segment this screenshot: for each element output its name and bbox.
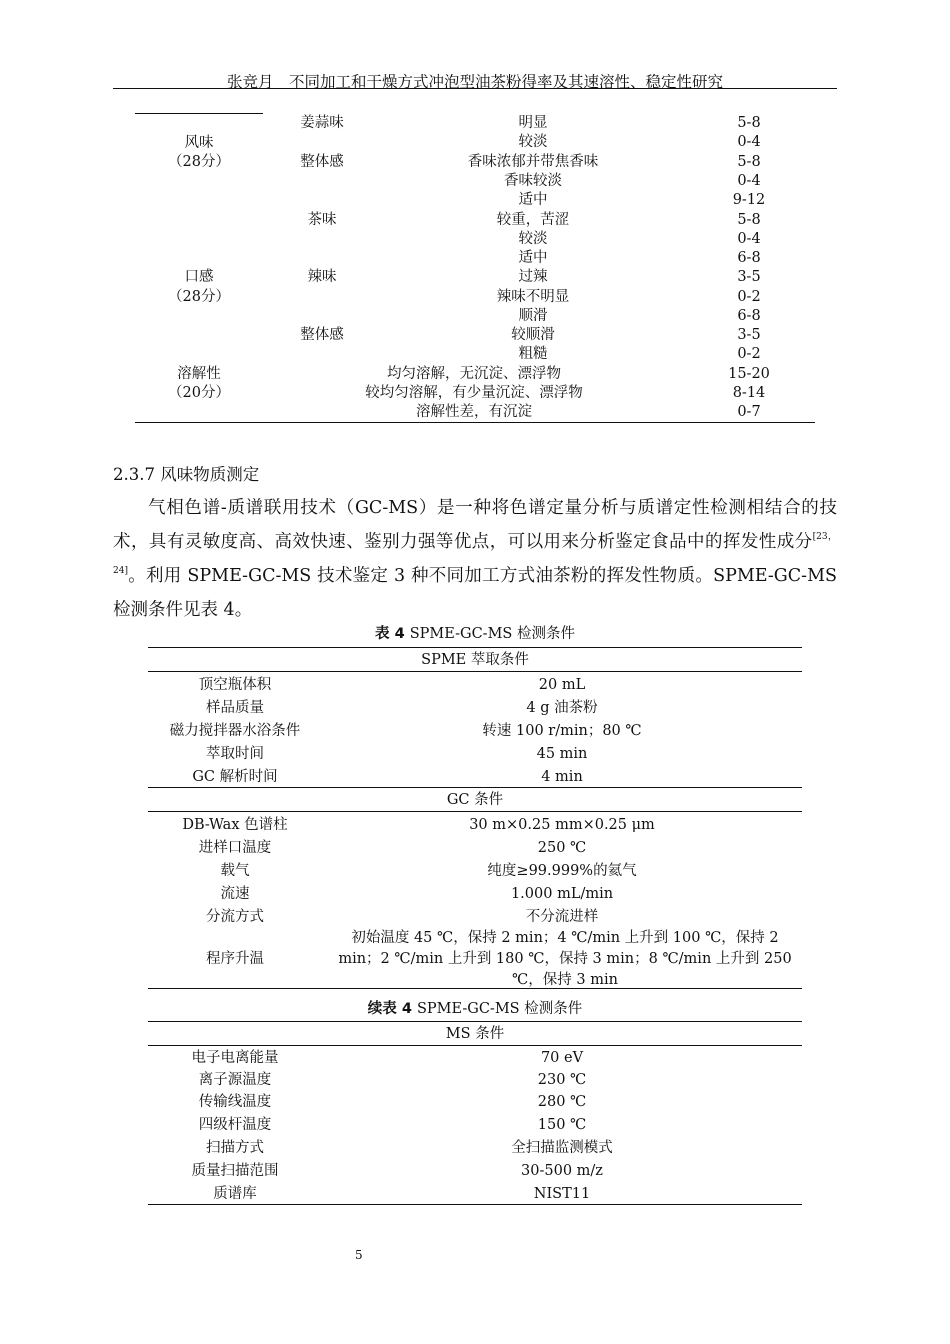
table-caption-text: SPME-GC-MS 检测条件 — [416, 1001, 583, 1017]
criteria-desc: 香味较淡 — [504, 173, 562, 189]
param-name: 电子电离能量 — [191, 1050, 279, 1066]
criteria-score: 3-5 — [737, 269, 761, 285]
criteria-desc: 溶解性差，有沉淀 — [416, 404, 532, 420]
param-name: 分流方式 — [206, 909, 264, 925]
table-caption-label: 续表 4 — [367, 1001, 412, 1017]
criteria-desc: 较重，苦涩 — [496, 212, 570, 228]
criteria-score: 5-8 — [737, 115, 761, 131]
param-name: 传输线温度 — [198, 1094, 272, 1110]
table-section-rule — [148, 1045, 802, 1046]
criteria-desc: 过辣 — [518, 269, 548, 285]
criteria-desc: 香味浓郁并带焦香味 — [467, 154, 599, 170]
table-section-title: GC 条件 — [446, 792, 504, 808]
param-name: 扫描方式 — [206, 1140, 264, 1156]
criteria-score: 5-8 — [737, 212, 761, 228]
param-value: NIST11 — [533, 1186, 591, 1202]
criteria-desc: 均匀溶解，无沉淀、漂浮物 — [387, 366, 561, 382]
paragraph-text: 。利用 SPME-GC-MS 技术鉴定 3 种不同加工方式油茶粉的挥发性物质。SPME-GC-MS 检测条件见表 4。 — [113, 566, 837, 620]
table-top-rule — [148, 647, 802, 648]
table3-bottom-rule — [135, 422, 815, 423]
param-name: 离子源温度 — [198, 1072, 272, 1088]
table-section-rule — [148, 671, 802, 672]
param-value: 280 ℃ — [537, 1094, 587, 1110]
param-name: 质量扫描范围 — [191, 1163, 279, 1179]
criteria-desc: 粗糙 — [518, 346, 548, 362]
paragraph-text: 气相色谱-质谱联用技术（GC-MS）是一种将色谱定量分析与质谱定性检测相结合的技术，具有灵敏度高、高效快速、鉴别力强等优点，可以用来分析鉴定食品中的挥发性成分 — [113, 498, 837, 552]
criteria-score: 6-8 — [737, 250, 761, 266]
param-value: 150 ℃ — [537, 1117, 587, 1133]
criteria-score: 3-5 — [737, 327, 761, 343]
item-label: 茶味 — [307, 212, 337, 228]
param-value: 70 eV — [540, 1050, 584, 1066]
param-value: 30 m×0.25 mm×0.25 μm — [469, 817, 655, 833]
table-section-rule — [148, 787, 802, 788]
param-name: 磁力搅拌器水浴条件 — [169, 723, 301, 739]
citation: [23，24] — [113, 532, 837, 576]
param-value: 4 min — [541, 769, 583, 785]
criteria-score: 0-2 — [737, 346, 761, 362]
category-label: 风味 — [184, 135, 214, 151]
criteria-desc: 适中 — [518, 250, 548, 266]
table-top-rule — [148, 1021, 802, 1022]
criteria-desc: 辣味不明显 — [496, 289, 570, 305]
table-section-title: MS 条件 — [445, 1026, 505, 1042]
criteria-score: 0-2 — [737, 289, 761, 305]
table-caption-text: SPME-GC-MS 检测条件 — [409, 626, 575, 642]
param-name: 流速 — [220, 886, 250, 902]
category-points: （28分） — [168, 154, 230, 170]
table-caption-label: 表 4 — [375, 626, 405, 642]
param-value: 230 ℃ — [537, 1072, 587, 1088]
body-paragraph — [113, 491, 837, 627]
param-value: 4 g 油茶粉 — [526, 700, 598, 716]
table3-header-rule-fragment — [135, 113, 263, 114]
param-name: 四级杆温度 — [198, 1117, 272, 1133]
criteria-score: 0-4 — [737, 173, 761, 189]
criteria-score: 8-14 — [732, 385, 766, 401]
criteria-score: 15-20 — [728, 366, 770, 382]
param-value: 45 min — [536, 746, 588, 762]
criteria-score: 0-4 — [737, 231, 761, 247]
item-label: 整体感 — [300, 154, 344, 170]
page-number: 5 — [355, 1248, 363, 1262]
param-value-multiline: 初始温度 45 ℃，保持 2 min；4 ℃/min 上升到 100 ℃，保持 2 min；2 ℃/min 上升到 180 ℃，保持 3 min；8 ℃/min 上升到 250 ℃，保持 3 min — [338, 930, 792, 988]
table-caption — [113, 622, 837, 643]
table-section-title: SPME 萃取条件 — [421, 652, 529, 668]
category-label: 溶解性 — [177, 366, 221, 382]
param-name: 载气 — [220, 863, 250, 879]
criteria-score: 6-8 — [737, 308, 761, 324]
criteria-score: 9-12 — [732, 192, 766, 208]
param-name: 顶空瓶体积 — [198, 677, 272, 693]
param-name: DB-Wax 色谱柱 — [182, 817, 288, 833]
criteria-score: 0-7 — [737, 404, 761, 420]
param-name: GC 解析时间 — [192, 769, 278, 785]
criteria-desc: 较顺滑 — [511, 327, 555, 343]
criteria-desc: 较淡 — [518, 134, 548, 150]
param-value: 不分流进样 — [525, 909, 599, 925]
criteria-desc: 适中 — [518, 192, 548, 208]
item-label: 姜蒜味 — [300, 115, 344, 131]
param-value: 20 mL — [538, 677, 586, 693]
category-points: （20分） — [168, 385, 230, 401]
item-label: 整体感 — [300, 327, 344, 343]
param-name: 质谱库 — [213, 1186, 257, 1202]
criteria-desc: 较均匀溶解，有少量沉淀、漂浮物 — [365, 385, 583, 401]
param-value: 转速 100 r/min；80 ℃ — [482, 723, 642, 739]
param-name: 进样口温度 — [198, 840, 272, 856]
param-name: 样品质量 — [206, 700, 264, 716]
table-bottom-rule — [148, 1204, 802, 1205]
category-label: 口感 — [184, 269, 214, 285]
criteria-score: 0-4 — [737, 134, 761, 150]
item-label: 辣味 — [307, 269, 337, 285]
running-header: 张竞月 不同加工和干燥方式冲泡型油茶粉得率及其速溶性、稳定性研究 — [226, 73, 723, 91]
table-section-rule — [148, 811, 802, 812]
table-bottom-rule — [148, 988, 802, 989]
param-value: 250 ℃ — [537, 840, 587, 856]
criteria-desc: 明显 — [518, 115, 548, 131]
param-value: 1.000 mL/min — [510, 886, 614, 902]
header-rule — [113, 88, 837, 89]
criteria-desc: 较淡 — [518, 231, 548, 247]
criteria-desc: 顺滑 — [518, 308, 548, 324]
param-value: 30-500 m/z — [521, 1163, 603, 1179]
category-points: （28分） — [168, 289, 230, 305]
table-caption — [113, 997, 837, 1018]
param-name: 萃取时间 — [206, 746, 264, 762]
param-value: 全扫描监测模式 — [511, 1140, 613, 1156]
criteria-score: 5-8 — [737, 154, 761, 170]
section-heading: 2.3.7 风味物质测定 — [113, 465, 260, 484]
param-value: 纯度≥99.999%的氦气 — [487, 863, 637, 879]
param-name: 程序升温 — [206, 951, 264, 967]
